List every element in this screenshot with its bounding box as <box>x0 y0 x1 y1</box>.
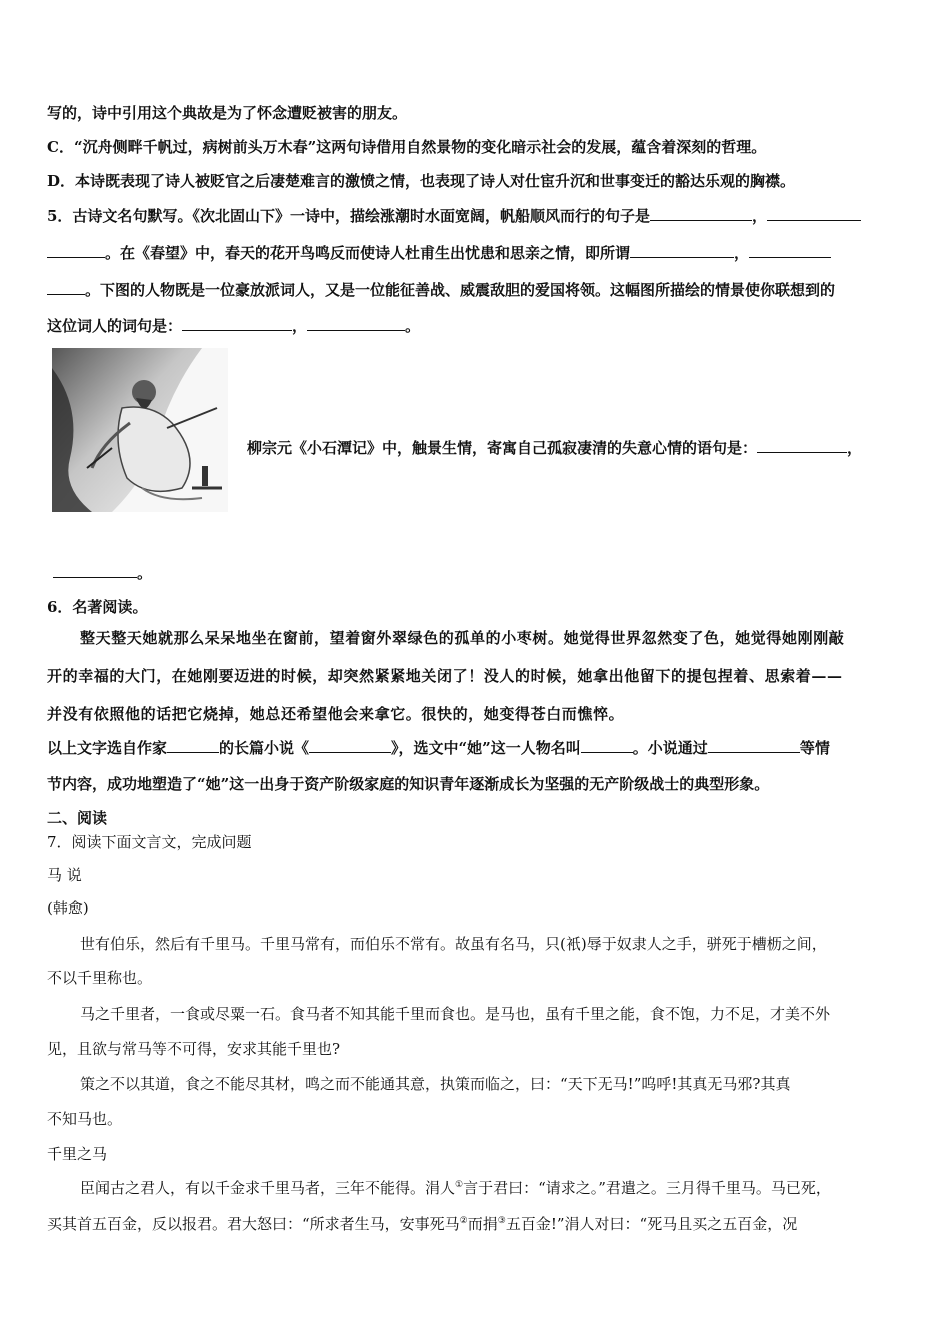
text-1-title: 马 说 <box>47 866 82 884</box>
q5-line-2: 。在《春望》中，春天的花开鸟鸣反而使诗人杜甫生出忧患和思亲之情，即所谓 ， <box>47 243 831 263</box>
blank[interactable] <box>167 738 219 753</box>
q5-line-3: 。下图的人物既是一位豪放派词人，又是一位能征善战、威震敌胆的爱国将领。这幅图所描绘的情景使你联想到的 <box>47 280 835 300</box>
q5-line-4: 这位词人的词句是： ， 。 <box>47 317 421 335</box>
q5-line-1: 5．古诗文名句默写。《次北固山下》一诗中，描绘涨潮时水面宽阔，帆船顺风而行的句子是 ， <box>47 206 861 226</box>
q4-option-c: C．“沉舟侧畔千帆过，病树前头万木春”这两句诗借用自然景物的变化暗示社会的发展，蕴含着深刻的哲理。 <box>47 138 767 156</box>
text-1-para-2b: 见，且欲与常马等不可得，安求其能千里也? <box>47 1040 341 1058</box>
q5-line-6: 。 <box>53 563 152 583</box>
q4-option-b-tail: 写的，诗中引用这个典故是为了怀念遭贬被害的朋友。 <box>47 104 408 122</box>
blank[interactable] <box>630 243 734 258</box>
blank[interactable] <box>307 316 405 331</box>
blank[interactable] <box>708 738 800 753</box>
blank[interactable] <box>182 316 292 331</box>
blank[interactable] <box>309 738 391 753</box>
text-1-para-3a: 策之不以其道，食之不能尽其材，鸣之而不能通其意，执策而临之，曰：“天下无马!”呜呼!其真无马邪?其真 <box>80 1075 791 1093</box>
blank[interactable] <box>47 243 105 258</box>
blank[interactable] <box>767 206 861 221</box>
q5-line-5: 柳宗元《小石潭记》中，触景生情，寄寓自己孤寂凄清的失意心情的语句是： ， <box>247 439 863 457</box>
q6-question-2: 节内容，成功地塑造了“她”这一出身于资产阶级家庭的知识青年逐渐成长为坚强的无产阶级战士的典型形象。 <box>47 775 770 793</box>
section-2-heading: 二、阅读 <box>47 809 108 827</box>
q6-title: 6．名著阅读。 <box>47 598 148 616</box>
q6-excerpt-2: 开的幸福的大门，在她刚要迈进的时候，却突然紧紧地关闭了！没人的时候，她拿出他留下的提包捏着、思索着—— <box>47 667 843 685</box>
text-1-para-1a: 世有伯乐，然后有千里马。千里马常有，而伯乐不常有。故虽有名马，只(衹)辱于奴隶人之手，骈死于槽枥之间， <box>80 935 827 953</box>
blank[interactable] <box>581 738 633 753</box>
text-1-para-1b: 不以千里称也。 <box>47 969 153 987</box>
blank[interactable] <box>53 563 137 578</box>
q6-excerpt-1: 整天整天她就那么呆呆地坐在窗前，望着窗外翠绿色的孤单的小枣树。她觉得世界忽然变了色，她觉得她刚刚敲 <box>80 629 845 647</box>
q6-excerpt-3: 并没有依照他的话把它烧掉，她总还希望他会来拿它。很快的，她变得苍白而憔悴。 <box>47 705 625 723</box>
q6-question-1: 以上文字选自作家 的长篇小说《 》，选文中“她”这一人物名叫 。小说通过 等情 <box>47 739 830 757</box>
q7-prompt: 7．阅读下面文言文，完成问题 <box>47 833 252 851</box>
text-2-para-1b: 买其首五百金，反以报君。君大怒曰：“所求者生马，安事死马②而捐③五百金!”涓人对曰：“死马且买之五百金，况 <box>47 1215 798 1233</box>
blank[interactable] <box>47 280 85 295</box>
q4-option-d: D．本诗既表现了诗人被贬官之后凄楚难言的激愤之情，也表现了诗人对仕宦升沉和世事变迁的豁达乐观的胸襟。 <box>47 172 796 190</box>
text-1-para-3b: 不知马也。 <box>47 1110 123 1128</box>
text-1-author: (韩愈) <box>47 899 89 917</box>
text-1-para-2a: 马之千里者，一食或尽粟一石。食马者不知其能千里而食也。是马也，虽有千里之能，食不饱，力不足，才美不外 <box>80 1005 831 1023</box>
text-2-title: 千里之马 <box>47 1145 108 1163</box>
text-2-para-1a: 臣闻古之君人，有以千金求千里马者，三年不能得。涓人①言于君曰：“请求之。”君遣之。三月得千里马。马已死， <box>80 1179 831 1197</box>
blank[interactable] <box>757 438 847 453</box>
blank[interactable] <box>650 206 752 221</box>
poet-illustration <box>52 348 228 512</box>
blank[interactable] <box>749 243 831 258</box>
